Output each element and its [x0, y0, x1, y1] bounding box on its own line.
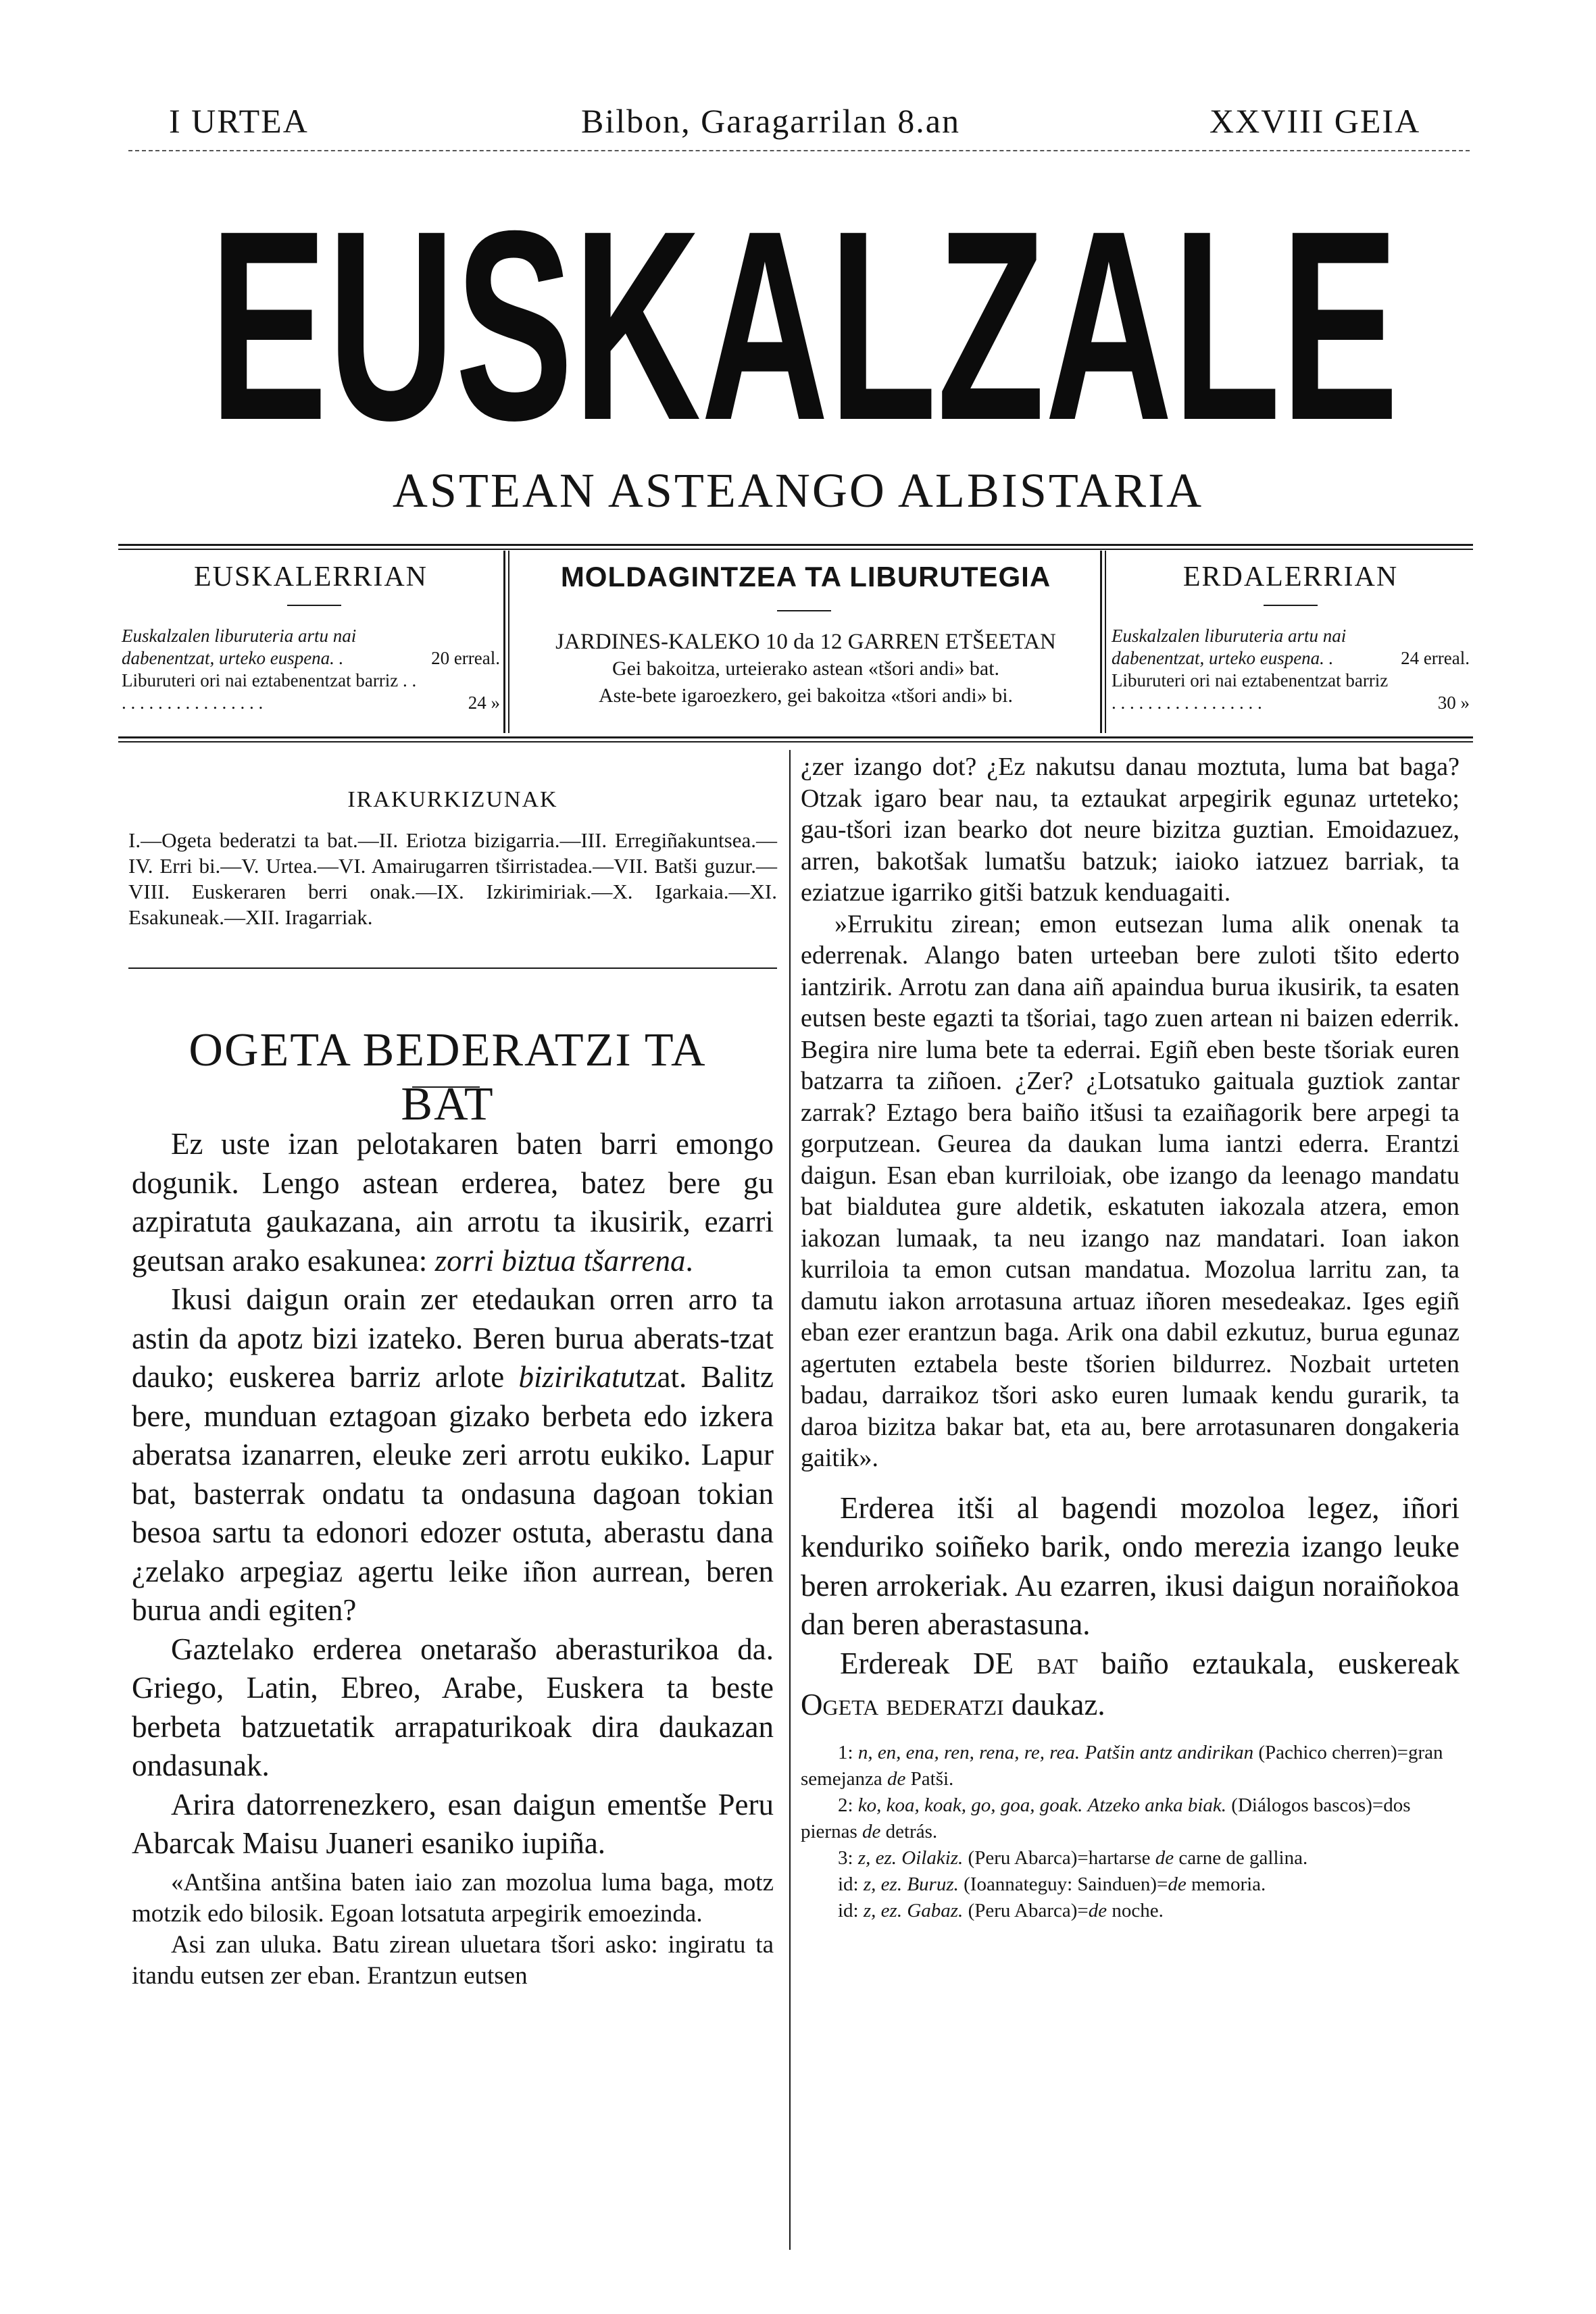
col2-quote-2: »Errukitu zirean; emon eutsezan luma alik onenak ta ederrenak. Alango baten urteeban bere zuloti tšito ederto iantzirik. Arrotu zan dana aiñ apaindua burua ikusirik, ta esaten eutsen beste egazti ta tšoriai, tago zuen artean ni baizen ederrik. Begira nire luma bete ta ederrai. Egiñ eben beste tšoriak euren batzarra ta ziñoen. ¿Zer? ¿Lotsatuko gaituala guztiok zantar zarrak? Eztago bera baiño itšusi ta ezaiñagorik bere arpegi ta gorputzean. Geurea da daukan luma iantzi ederra. Erantzi daigun. Esan eban kurriloiak, obe izango da leenago mandatu bat bialdutea gure aldetik, eskatuten iakozala atzera, emon iakozan lumaak, ta neu izango naz mandatari. Ioan iakon kurriloia ta emon cutsan mandatua. Mozolua larritu zan, ta damutu iakon arrotasuna artuaz iñoren mesedeakaz. Iges egiñ eban ezer erantzun baga. Arik ona dabil ezkutuz, burua egunaz agertuten eztabela beste tšorien bildurrez. Nozbait urteten badau, darraikoz tšori asko euren lumaak kendu gurarik, ta daroa bizitza bakar bat, eta au, bere arrotasunaren dongakeria gaitik».: [801, 909, 1460, 1472]
col2-quote: [801, 751, 1460, 1474]
col1-quote: [132, 1867, 774, 1992]
header-divider: [128, 150, 1470, 151]
box-center-line1: JARDINES-KALEKO 10 da 12 GARREN ETŠEETAN: [555, 630, 1056, 654]
box-top-rule-thin: [118, 549, 1473, 550]
box-right-price1: 24 erreal.: [1401, 648, 1470, 668]
article-column-2: [801, 751, 1460, 1924]
contents-rule: [128, 967, 777, 969]
issue-number-label: XXVIII GEIA: [1210, 102, 1421, 140]
box-left-underline: [287, 605, 341, 606]
footnotes: [801, 1740, 1460, 1924]
box-right-line1: Euskalzalen liburuteria artu nai dabenentzat, urteko euspena. .: [1112, 626, 1347, 668]
box-right-underline: [1264, 605, 1318, 606]
box-right-heading: ERDALERRIAN: [1182, 561, 1399, 593]
col2-body: [801, 1489, 1460, 1725]
contents-list: I.—Ogeta bederatzi ta bat.—II. Eriotza bizigarria.—III. Erregiñakuntsea.—IV. Erri bi.—V. Urtea.—VI. Amairugarren tširristadea.—VII. Batši guzur.—VIII. Euskeraren berri onak.—IX. Izkirimiriak.—X. Igarkaia.—XI. Esakuneak.—XII. Iragarriak.: [128, 828, 777, 929]
volume-label: I URTEA: [169, 102, 309, 140]
box-bottom-rule: [118, 736, 1473, 738]
box-left-heading: EUSKALERRIAN: [194, 561, 428, 593]
box-left-line2: Liburuteri ori nai eztabenentzat barriz . . . . . . . . . . . . . . . . . .: [122, 670, 417, 713]
col1-paragraph-3: Gaztelako erderea onetarašo aberasturikoa da. Griego, Latin, Ebreo, Arabe, Euskera ta beste berbeta batzuetatik arrapaturikoak dira daukazan ondasunak.: [132, 1632, 774, 1782]
footnote-2: 2: ko, koa, koak, go, goa, goak. Atzeko anka biak. (Diálogos bascos)=dos piernas de detrás.: [801, 1794, 1411, 1842]
box-divider-left-b: [508, 551, 509, 733]
box-right-text: [1112, 625, 1470, 714]
col1-paragraph-4: Arira datorrenezkero, esan daigun ementše Peru Abarcak Maisu Juaneri esaniko iupiña.: [132, 1787, 774, 1860]
col2-paragraph-3: Erderea itši al bagendi mozoloa legez, iñori kenduriko soiñeko barik, ondo merezia izango leuke beren arrokeriak. Au ezarren, ikusi daigun noraiñokoa dan beren aberastasuna.: [801, 1490, 1460, 1641]
box-divider-right-b: [1105, 551, 1106, 733]
box-top-rule: [118, 544, 1473, 546]
box-divider-right: [1100, 551, 1102, 733]
masthead-logo: [203, 179, 1405, 463]
box-divider-left: [503, 551, 505, 733]
masthead-subtitle: ASTEAN ASTEANGO ALBISTARIA: [392, 463, 1204, 518]
box-center-heading: MOLDAGINTZEA TA LIBURUTEGIA: [560, 561, 1051, 593]
col1-quote-2: Asi zan uluka. Batu zirean uluetara tšori asko: ingiratu ta itandu eutsen zer eban. Erantzun eutsen: [132, 1930, 774, 1990]
article-column-1: [132, 1125, 774, 1992]
footnote-3: 3: z, ez. Oilakiz. (Peru Abarca)=hartarse de carne de gallina.: [838, 1846, 1308, 1869]
box-right-price2: 30 »: [1437, 693, 1470, 713]
box-left-price1: 20 erreal.: [431, 648, 500, 668]
box-left-price2: 24 »: [468, 693, 500, 713]
box-center-underline: [777, 610, 831, 611]
box-center-line2: Gei bakoitza, urteierako astean «tšori andi» bat.: [612, 657, 1000, 680]
article-title-underline: [412, 1086, 480, 1088]
col2-paragraph-4: Erdereak DE BAT baiño eztaukala, euskereak Ogeta bederatzi daukaz.: [801, 1646, 1460, 1721]
article-title: OGETA BEDERATZI TA BAT: [189, 1024, 707, 1130]
col1-paragraph-2: Ikusi daigun orain zer etedaukan orren arro ta astin da apotz bizi izateko. Beren burua aberats-tzat dauko; euskerea barriz arlote bizirikatutzat. Balitz bere, munduan eztagoan gizako berbeta edo izkera aberatsa izanarren, eleuke zeri arrotu eukiko. Lapur bat, basterrak ondatu ta ondasuna dagoan tokian besoa sartu ta edonori edozer ostuta, aberastu dana ¿zelako arpegiaz agertu leike iñon aurrean, beren burua andi egiten?: [132, 1282, 774, 1627]
box-bottom-rule-thin: [118, 741, 1473, 743]
date-place-label: Bilbon, Garagarrilan 8.an: [581, 102, 960, 140]
box-right-line2: Liburuteri ori nai eztabenentzat barriz . . . . . . . . . . . . . . . . .: [1112, 670, 1389, 713]
box-center-text: [514, 628, 1098, 709]
box-left-text: [122, 625, 500, 714]
contents-heading: IRAKURKIZUNAK: [347, 787, 558, 812]
footnote-1: 1: n, en, ena, ren, rena, re, rea. Patšin antz andirikan (Pachico cherren)=gran semejanza de Patši.: [801, 1741, 1443, 1790]
footnote-4: id: z, ez. Buruz. (Ioannateguy: Sainduen)=de memoria.: [838, 1873, 1266, 1895]
box-center-line3: Aste-bete igaroezkero, gei bakoitza «tšori andi» bi.: [598, 684, 1014, 707]
column-divider: [789, 750, 791, 2250]
footnote-5: id: z, ez. Gabaz. (Peru Abarca)=de noche.: [838, 1899, 1164, 1921]
box-left-line1: Euskalzalen liburuteria artu nai dabenentzat, urteko euspena. .: [122, 626, 357, 668]
col2-quote-1: ¿zer izango dot? ¿Ez nakutsu danau moztuta, luma bat baga? Otzak igaro bear nau, ta eztaukat arpegirik egunaz urteteko; gau-tšori izan bearko dot neure bizitza guztian. Emoidazuez, arren, bakotšak lumatšu batzuk; iaioko iatzuez barriak, ta eziatzue igarriko gitši batzuk kenduagaiti.: [801, 753, 1460, 907]
masthead-title: EUSKALZALE: [209, 179, 1399, 463]
col1-paragraph-1: Ez uste izan pelotakaren baten barri emongo dogunik. Lengo astean erderea, batez bere gu azpiratuta gaukazana, ain arrotu ta ikusirik, ezarri geutsan arako esakunea: zorri biztua tšarrena.: [132, 1127, 774, 1278]
col1-quote-1: «Antšina antšina baten iaio zan mozolua luma baga, motz motzik edo bilosik. Egoan lotsatuta arpegirik emoezinda.: [132, 1868, 774, 1928]
